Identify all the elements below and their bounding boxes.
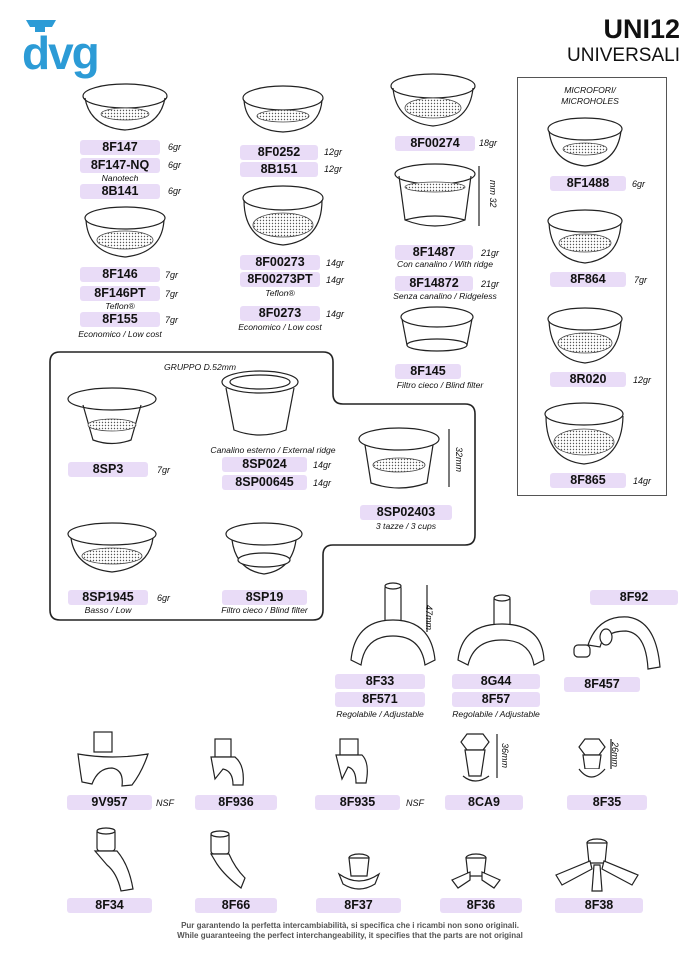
part-code-8SP02403: 8SP02403 <box>360 505 452 520</box>
dim-8SP02403: 32mm <box>454 447 464 473</box>
part-code-8F34: 8F34 <box>67 898 152 913</box>
spout-8F936 <box>205 735 255 790</box>
part-code-8F66: 8F66 <box>195 898 277 913</box>
part-code-8F571: 8F571 <box>335 692 425 707</box>
part-weight-8F00273: 14gr <box>326 258 345 268</box>
part-code-8F57: 8F57 <box>452 692 540 707</box>
part-note-low: Basso / Low <box>84 605 132 615</box>
part-tag-9V957: NSF <box>156 798 174 808</box>
part-note-with-ridge: Con canalino / With ridge <box>397 259 493 269</box>
spout-8F38 <box>552 835 642 895</box>
dim-8F35: 26mm <box>610 742 620 768</box>
part-code-8F92: 8F92 <box>590 590 678 605</box>
part-weight-8B141: 6gr <box>168 186 182 196</box>
part-code-8F936: 8F936 <box>195 795 277 810</box>
part-code-8F33: 8F33 <box>335 674 425 689</box>
part-weight-8SP3: 7gr <box>157 465 171 475</box>
part-code-8F14872: 8F14872 <box>395 276 473 291</box>
spout-8F36 <box>448 850 508 895</box>
filter-basket-8SP02403 <box>355 425 455 500</box>
part-code-8SP1945: 8SP1945 <box>68 590 148 605</box>
part-code-8F1488: 8F1488 <box>550 176 626 191</box>
part-code-8F36: 8F36 <box>440 898 522 913</box>
part-weight-8F155: 7gr <box>165 315 179 325</box>
part-note-adjustable-1: Regolabile / Adjustable <box>336 709 424 719</box>
part-code-8F00273PT: 8F00273PT <box>240 272 320 287</box>
microholes-title-1: MICROFORI/ <box>564 85 616 95</box>
part-weight-8R020: 12gr <box>633 375 652 385</box>
part-weight-8F00273PT: 14gr <box>326 275 345 285</box>
part-code-8F37: 8F37 <box>316 898 401 913</box>
filter-basket-8SP1945 <box>65 520 160 580</box>
part-weight-8F865: 14gr <box>633 476 652 486</box>
model-title: UNI12 <box>603 14 680 44</box>
group-52mm-title: GRUPPO D.52mm <box>163 362 237 372</box>
part-note-external-ridge: Canalino esterno / External ridge <box>210 445 336 455</box>
part-weight-8F864: 7gr <box>634 275 648 285</box>
part-weight-8F146PT: 7gr <box>165 289 179 299</box>
part-code-8SP3: 8SP3 <box>68 462 148 477</box>
part-note-teflon-1: Teflon® <box>105 301 135 311</box>
part-code-8SP19: 8SP19 <box>222 590 307 605</box>
part-code-8F155: 8F155 <box>80 312 160 327</box>
part-weight-8F1487: 21gr <box>481 248 500 258</box>
part-weight-8F1488: 6gr <box>632 179 646 189</box>
spout-8F35 <box>575 735 635 790</box>
part-weight-8SP00645: 14gr <box>313 478 332 488</box>
spout-8F935 <box>330 735 380 790</box>
spout-8G44 <box>450 590 550 675</box>
part-code-8B151: 8B151 <box>240 162 318 177</box>
part-note-teflon-2: Teflon® <box>265 288 295 298</box>
part-code-8F935: 8F935 <box>315 795 400 810</box>
part-code-8SP00645: 8SP00645 <box>222 475 307 490</box>
part-code-8F0252: 8F0252 <box>240 145 318 160</box>
part-code-8F864: 8F864 <box>550 272 626 287</box>
part-tag-8F935: NSF <box>406 798 424 808</box>
part-note-3-cups: 3 tazze / 3 cups <box>375 521 437 531</box>
filter-basket-8SP024 <box>218 368 303 443</box>
part-code-8SP024: 8SP024 <box>222 457 307 472</box>
part-weight-8F14872: 21gr <box>481 279 500 289</box>
part-code-8F865: 8F865 <box>550 473 626 488</box>
footer-disclaimer-it: Pur garantendo la perfetta intercambiabilità, si specifica che i ricambi non sono originali. <box>181 921 519 930</box>
part-weight-8B151: 12gr <box>324 164 343 174</box>
spout-8CA9 <box>455 730 525 792</box>
part-note-nanotech: Nanotech <box>101 173 139 183</box>
dim-8F1487: mm 32 <box>488 180 498 208</box>
filter-basket-8SP3 <box>65 385 160 450</box>
part-code-8F457: 8F457 <box>564 677 640 692</box>
part-code-8CA9: 8CA9 <box>445 795 523 810</box>
spout-9V957 <box>72 730 157 790</box>
part-code-8F0273: 8F0273 <box>240 306 320 321</box>
dim-8F33: 47mm <box>424 605 434 631</box>
spout-8F37 <box>335 850 385 895</box>
model-subtitle: UNIVERSALI <box>567 45 680 66</box>
part-weight-8F146: 7gr <box>165 270 179 280</box>
part-code-8F35: 8F35 <box>567 795 647 810</box>
part-note-blind-1: Filtro cieco / Blind filter <box>396 380 484 390</box>
part-code-8F147-NQ: 8F147-NQ <box>80 158 160 173</box>
spout-8F66 <box>205 828 265 893</box>
part-weight-8F0252: 12gr <box>324 147 343 157</box>
footer-disclaimer-en: While guaranteeing the perfect interchangeability, it specifies that the parts are not original <box>177 931 523 940</box>
part-code-8F1487: 8F1487 <box>395 245 473 260</box>
spout-8F92-8F457 <box>568 605 668 675</box>
part-weight-8F0273: 14gr <box>326 309 345 319</box>
part-code-8G44: 8G44 <box>452 674 540 689</box>
part-weight-8F147-NQ: 6gr <box>168 160 182 170</box>
part-code-8F146: 8F146 <box>80 267 160 282</box>
part-code-8F00273: 8F00273 <box>240 255 320 270</box>
part-code-9V957: 9V957 <box>67 795 152 810</box>
part-code-8F38: 8F38 <box>555 898 643 913</box>
filter-basket-8SP19 <box>222 520 307 582</box>
part-code-8F145: 8F145 <box>395 364 461 379</box>
spout-8F34 <box>85 825 145 895</box>
part-note-adjustable-2: Regolabile / Adjustable <box>452 709 540 719</box>
part-note-ridgeless: Senza canalino / Ridgeless <box>393 291 497 301</box>
part-weight-8SP024: 14gr <box>313 460 332 470</box>
part-weight-8F00274: 18gr <box>479 138 498 148</box>
part-code-8F147: 8F147 <box>80 140 160 155</box>
part-weight-8SP1945: 6gr <box>157 593 171 603</box>
part-code-8B141: 8B141 <box>80 184 160 199</box>
part-note-blind-2: Filtro cieco / Blind filter <box>221 605 308 615</box>
part-code-8F00274: 8F00274 <box>395 136 475 151</box>
part-code-8F146PT: 8F146PT <box>80 286 160 301</box>
part-code-8R020: 8R020 <box>550 372 626 387</box>
part-note-low-cost-1: Economico / Low cost <box>78 329 162 339</box>
part-weight-8F147: 6gr <box>168 142 182 152</box>
part-note-low-cost-2: Economico / Low cost <box>238 322 322 332</box>
dim-8CA9: 36mm <box>500 743 510 769</box>
logo-text: dvg <box>22 27 98 79</box>
microholes-title-2: MICROHOLES <box>561 96 619 106</box>
